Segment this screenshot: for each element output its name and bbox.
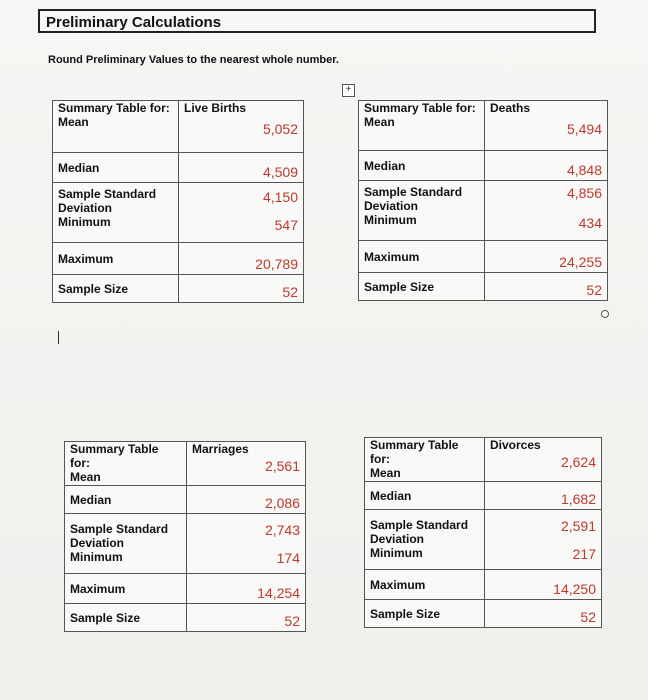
row-label-size: Sample Size <box>53 275 179 303</box>
category-label: Live Births <box>184 101 247 115</box>
value-min: 547 <box>274 217 298 233</box>
row-label-sd-1: Sample Standard <box>58 187 157 201</box>
value-max[interactable]: 20,789 <box>179 243 304 275</box>
table-cell <box>53 183 179 243</box>
value-sd: 4,856 <box>566 185 602 201</box>
row-label-min: Minimum <box>58 215 111 229</box>
table-cell[interactable] <box>53 101 179 153</box>
value-size[interactable]: 52 <box>187 604 306 632</box>
value-min: 434 <box>578 215 602 231</box>
category-label: Deaths <box>490 101 531 115</box>
header-label: Summary Table for: <box>70 442 159 470</box>
value-max[interactable]: 14,250 <box>485 570 602 600</box>
value-sd: 2,743 <box>264 522 300 538</box>
value-median[interactable]: 4,848 <box>485 151 608 181</box>
row-label-max: Maximum <box>53 243 179 275</box>
text-cursor <box>58 331 59 344</box>
row-label-mean: Mean <box>58 115 89 129</box>
move-handle-icon[interactable]: + <box>342 84 355 97</box>
row-label-sd-2: Deviation <box>58 201 113 215</box>
row-label-min: Minimum <box>70 550 123 564</box>
table-cell[interactable] <box>485 181 608 241</box>
row-label-sd-2: Deviation <box>70 536 125 550</box>
instructions-text: Round Preliminary Values to the nearest whole number. <box>48 54 339 66</box>
value-median[interactable]: 4,509 <box>179 153 304 183</box>
row-label-size: Sample Size <box>359 273 485 301</box>
value-size[interactable]: 52 <box>485 273 608 301</box>
header-label: Summary Table for: <box>58 101 170 115</box>
summary-table-deaths[interactable] <box>358 100 608 301</box>
row-label-min: Minimum <box>364 213 417 227</box>
summary-table-divorces[interactable] <box>364 437 602 628</box>
row-label-sd-1: Sample Standard <box>70 522 169 536</box>
row-label-mean: Mean <box>364 115 395 129</box>
row-label-mean: Mean <box>70 470 101 484</box>
table-cell[interactable] <box>179 101 304 153</box>
table-cell <box>359 181 485 241</box>
value-min: 174 <box>276 550 300 566</box>
row-label-sd-2: Deviation <box>364 199 419 213</box>
category-label: Divorces <box>490 438 541 452</box>
row-label-median: Median <box>65 486 187 514</box>
row-label-min: Minimum <box>370 546 423 560</box>
table-cell[interactable] <box>187 514 306 574</box>
value-size[interactable]: 52 <box>179 275 304 303</box>
value-max[interactable]: 14,254 <box>187 574 306 604</box>
value-sd: 4,150 <box>262 189 298 205</box>
row-label-mean: Mean <box>370 466 401 480</box>
row-label-median: Median <box>359 151 485 181</box>
value-median[interactable]: 1,682 <box>485 482 602 510</box>
summary-table-marriages[interactable] <box>64 441 306 632</box>
row-label-sd-1: Sample Standard <box>364 185 463 199</box>
summary-table-live-births[interactable] <box>52 100 304 303</box>
table-cell[interactable] <box>187 442 306 486</box>
table-cell[interactable] <box>485 510 602 570</box>
value-mean: 2,561 <box>264 458 300 474</box>
value-mean: 5,494 <box>566 121 602 137</box>
value-size[interactable]: 52 <box>485 600 602 628</box>
value-median[interactable]: 2,086 <box>187 486 306 514</box>
table-cell <box>365 510 485 570</box>
value-sd: 2,591 <box>560 518 596 534</box>
table-cell[interactable] <box>485 101 608 151</box>
row-label-max: Maximum <box>359 241 485 273</box>
value-min: 217 <box>572 546 596 562</box>
row-label-max: Maximum <box>365 570 485 600</box>
value-mean: 2,624 <box>560 454 596 470</box>
table-cell[interactable] <box>179 183 304 243</box>
table-cell[interactable] <box>359 101 485 151</box>
row-label-sd-1: Sample Standard <box>370 518 469 532</box>
row-label-median: Median <box>53 153 179 183</box>
category-label: Marriages <box>192 442 249 456</box>
table-cell <box>65 514 187 574</box>
table-cell[interactable] <box>485 438 602 482</box>
table-cell[interactable] <box>365 438 485 482</box>
value-mean: 5,052 <box>262 121 298 137</box>
row-label-median: Median <box>365 482 485 510</box>
row-label-size: Sample Size <box>65 604 187 632</box>
value-max[interactable]: 24,255 <box>485 241 608 273</box>
page-title[interactable]: Preliminary Calculations <box>38 9 596 33</box>
row-label-max: Maximum <box>65 574 187 604</box>
header-label: Summary Table for: <box>364 101 476 115</box>
table-cell[interactable] <box>65 442 187 486</box>
row-label-size: Sample Size <box>365 600 485 628</box>
header-label: Summary Table for: <box>370 438 459 466</box>
resize-handle-icon[interactable] <box>601 310 609 318</box>
row-label-sd-2: Deviation <box>370 532 425 546</box>
